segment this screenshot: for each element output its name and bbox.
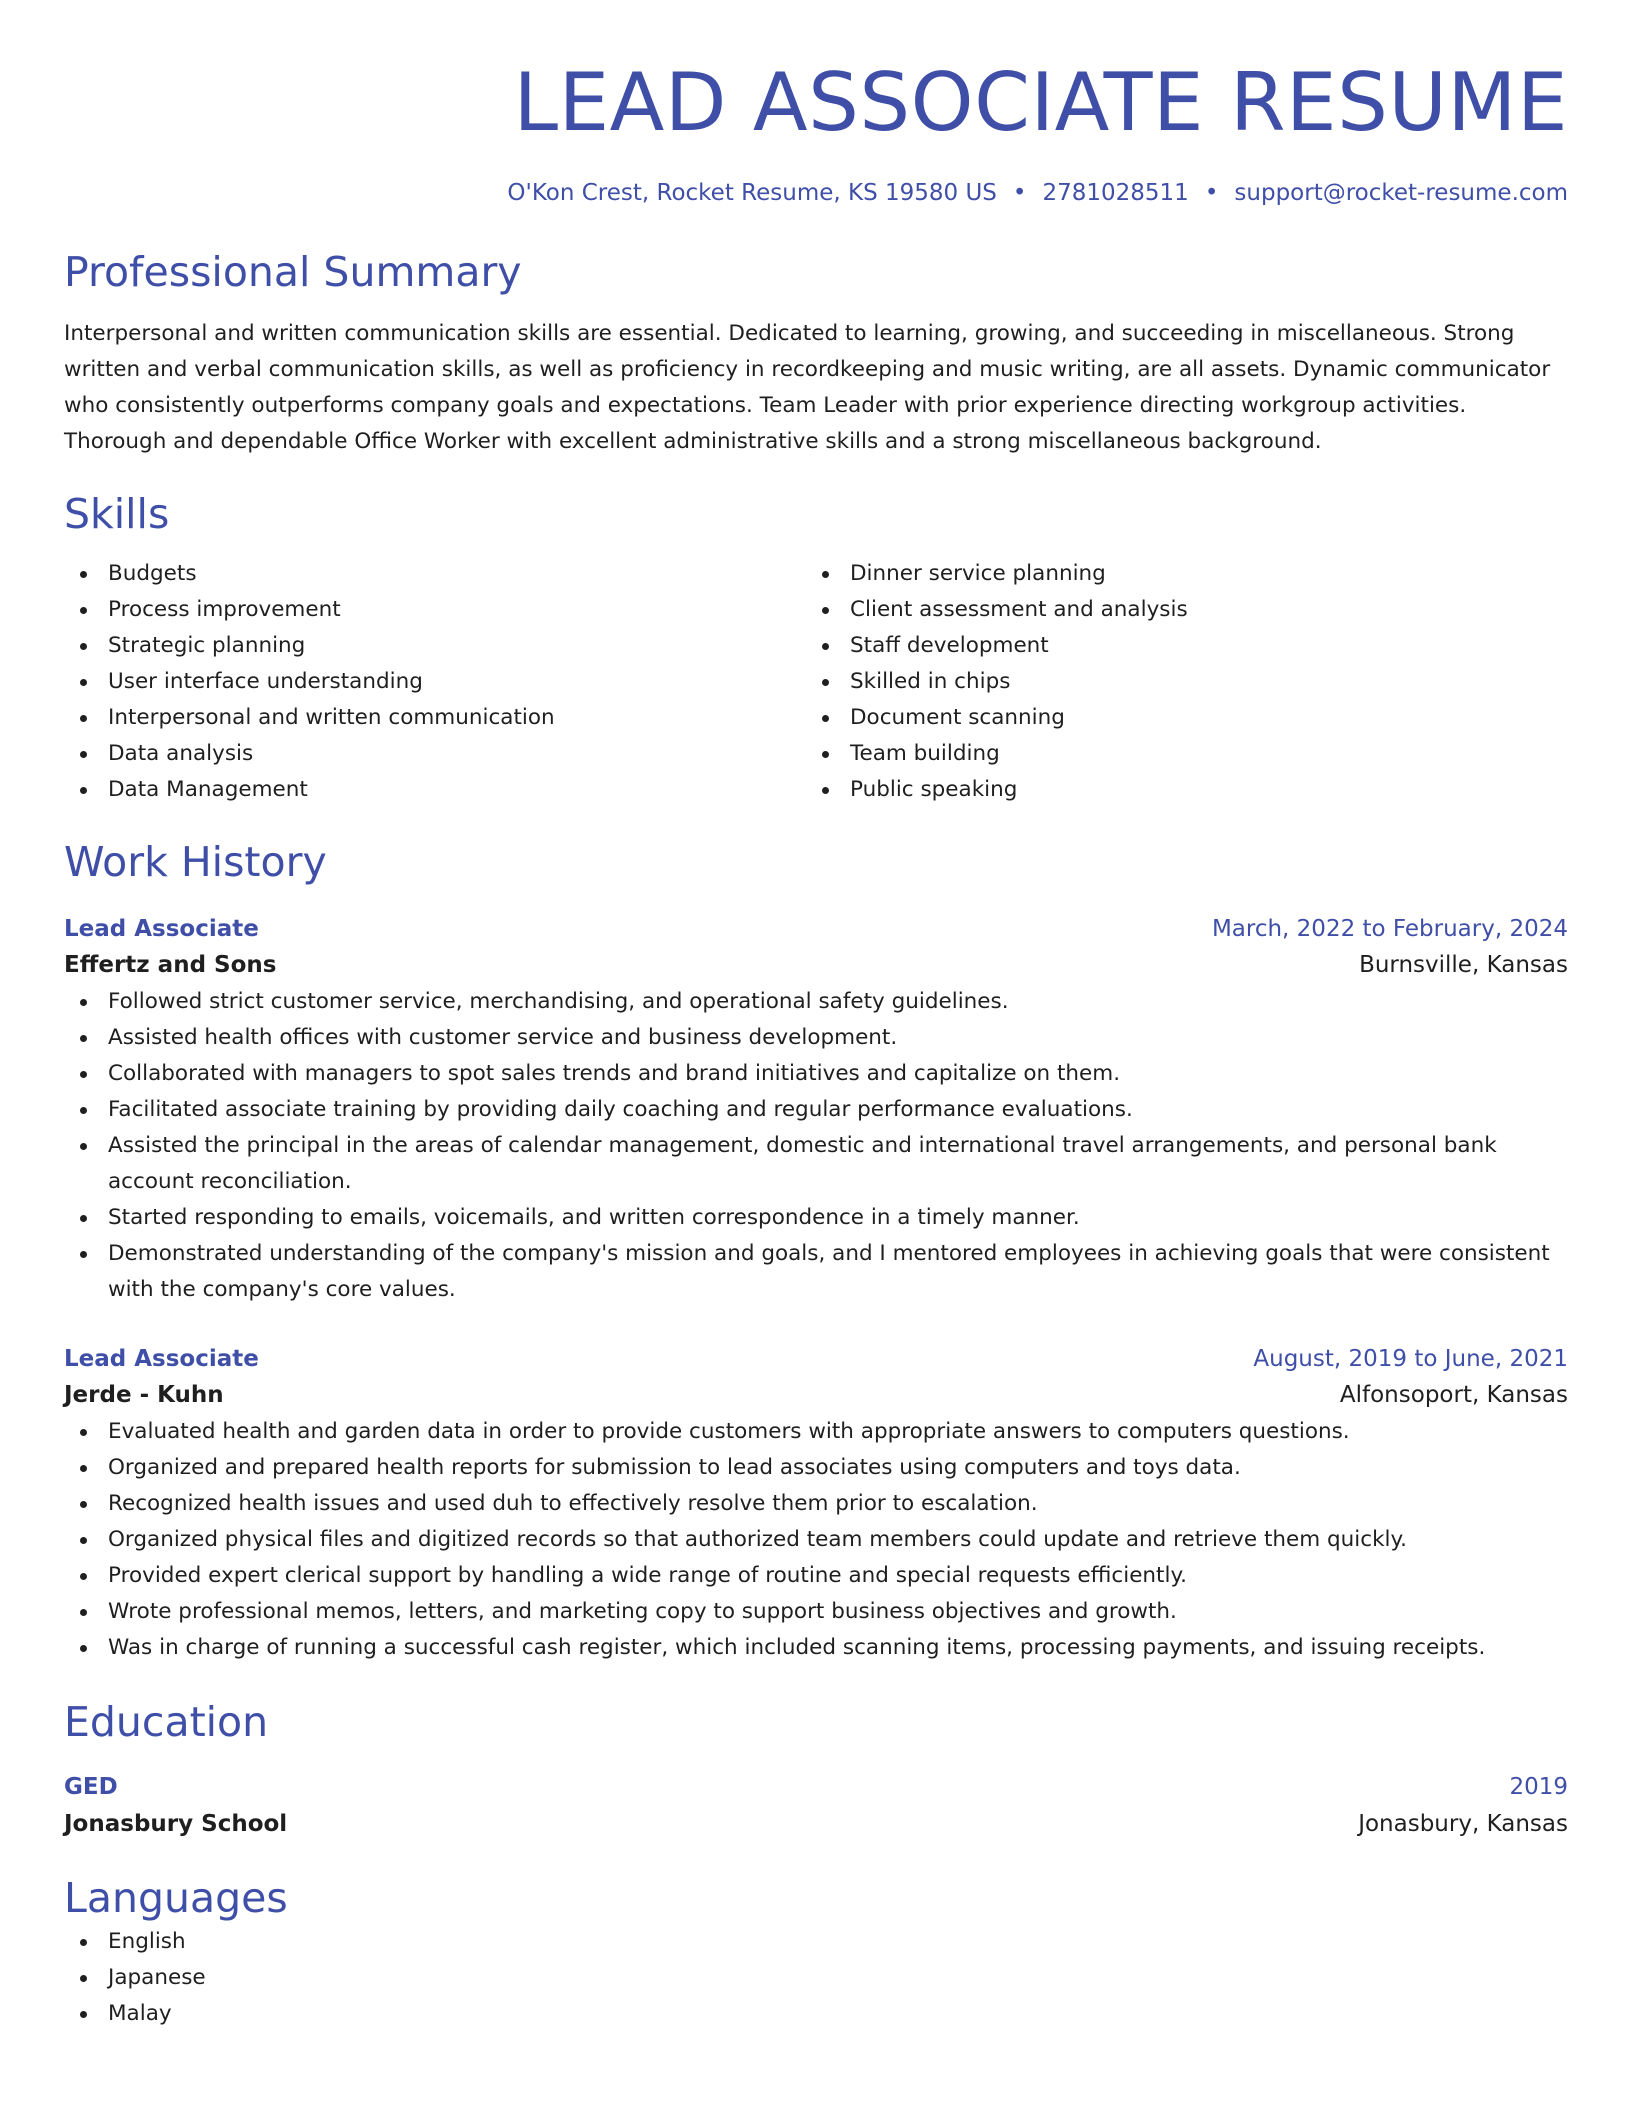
resume-title: LEAD ASSOCIATE RESUME [513, 56, 1568, 149]
resume-header [64, 0, 1568, 208]
list-item [806, 556, 1548, 592]
list-item [806, 628, 1548, 664]
bullet-dot-icon [822, 571, 829, 578]
list-item-text: Assisted the principal in the areas of calendar management, domestic and international travel arrangements, and personal bank account reconciliation. [108, 1133, 1497, 1194]
bullet-dot-icon [80, 1975, 87, 1982]
list-item [64, 1450, 1568, 1486]
bullet-dot-icon [822, 679, 829, 686]
list-item [64, 664, 806, 700]
list-item [64, 1092, 1568, 1128]
list-item-text: Organized and prepared health reports for submission to lead associates using computers and toys data. [108, 1455, 1241, 1480]
list-item-text: Data analysis [108, 741, 254, 766]
contact-address: O'Kon Crest, Rocket Resume, KS 19580 US [507, 180, 997, 206]
list-item [806, 700, 1548, 736]
bullet-dot-icon [80, 1537, 87, 1544]
education-year: 2019 [1509, 1774, 1568, 1800]
list-item [64, 1996, 1568, 2032]
bullet-dot-icon [80, 715, 87, 722]
job-dates: August, 2019 to June, 2021 [1253, 1346, 1568, 1372]
list-item-text: Skilled in chips [850, 669, 1011, 694]
list-item-text: Document scanning [850, 705, 1065, 730]
bullet-dot-icon [80, 679, 87, 686]
job-company: Effertz and Sons [64, 952, 277, 978]
bullet-dot-icon [80, 2011, 87, 2018]
list-item [64, 1558, 1568, 1594]
list-item-text: Strategic planning [108, 633, 306, 658]
work-history-heading: Work History [64, 838, 327, 886]
job-role: Lead Associate [64, 1346, 259, 1372]
bullet-dot-icon [80, 1035, 87, 1042]
list-item-text: Budgets [108, 561, 197, 586]
skills-heading: Skills [64, 490, 170, 538]
list-item [64, 984, 1568, 1020]
bullet-dot-icon [80, 787, 87, 794]
list-item [64, 1960, 1568, 1996]
list-item-text: Team building [850, 741, 1000, 766]
bullet-dot-icon [80, 1143, 87, 1150]
bullet-dot-icon [80, 607, 87, 614]
list-item [64, 700, 806, 736]
bullet-dot-icon [822, 751, 829, 758]
list-item-text: User interface understanding [108, 669, 423, 694]
job-dates: March, 2022 to February, 2024 [1211, 916, 1568, 942]
list-item [64, 628, 806, 664]
bullet-dot-icon [80, 571, 87, 578]
list-item [806, 772, 1548, 808]
list-item [64, 1486, 1568, 1522]
education-degree: GED [64, 1774, 118, 1800]
list-item-text: Was in charge of running a successful cash register, which included scanning items, processing payments, and issuing receipts. [108, 1635, 1486, 1660]
bullet-dot-icon [80, 1645, 87, 1652]
list-item-text: Process improvement [108, 597, 341, 622]
list-item-text: Interpersonal and written communication [108, 705, 555, 730]
bullet-dot-icon [822, 607, 829, 614]
job-entry [64, 1342, 1568, 1666]
list-item-text: Demonstrated understanding of the company's mission and goals, and I mentored employees in achieving goals that were consistent with the company's core values. [108, 1241, 1550, 1302]
job-company: Jerde - Kuhn [64, 1382, 224, 1408]
job-duties-list [64, 1414, 1568, 1666]
job-duties-list [64, 984, 1568, 1308]
job-company-row [64, 1376, 1568, 1414]
list-item [64, 1200, 1568, 1236]
list-item [806, 736, 1548, 772]
skills-list-right [806, 556, 1548, 808]
list-item [64, 1020, 1568, 1056]
list-item-text: Organized physical files and digitized records so that authorized team members could update and retrieve them quickly. [108, 1527, 1407, 1552]
bullet-dot-icon [80, 1429, 87, 1436]
list-item-text: Facilitated associate training by providing daily coaching and regular performance evaluations. [108, 1097, 1133, 1122]
list-item-text: Staff development [850, 633, 1049, 658]
list-item [64, 592, 806, 628]
list-item [64, 1924, 1568, 1960]
bullet-dot-icon [80, 1107, 87, 1114]
summary-text: Interpersonal and written communication skills are essential. Dedicated to learning, growing, and succeeding in miscellaneous. Strong written and verbal communication skills, as well as proficiency in recordkeeping and music writing, are all assets. Dynamic communicator who consistently outperforms company goals and expectations. Team Leader with prior experience directing workgroup activities. Thorough and dependable Office Worker with excellent administrative skills and a strong miscellaneous background. [64, 321, 1551, 454]
list-item-text: Malay [108, 2001, 172, 2026]
bullet-dot-icon [80, 999, 87, 1006]
job-header-row [64, 1342, 1568, 1376]
bullet-dot-icon [822, 787, 829, 794]
job-location: Alfonsoport, Kansas [1339, 1382, 1568, 1408]
contact-separator: • [1204, 180, 1219, 206]
list-item [64, 772, 806, 808]
bullet-dot-icon [80, 1939, 87, 1946]
list-item [64, 1236, 1568, 1308]
list-item [64, 1594, 1568, 1630]
education-school-row [64, 1804, 1568, 1844]
list-item-text: Dinner service planning [850, 561, 1106, 586]
education-location: Jonasbury, Kansas [1358, 1811, 1568, 1837]
contact-line [64, 178, 1568, 208]
job-header-row [64, 912, 1568, 946]
list-item [64, 1056, 1568, 1092]
bullet-dot-icon [80, 643, 87, 650]
bullet-dot-icon [80, 1465, 87, 1472]
list-item-text: Japanese [108, 1965, 206, 1990]
bullet-dot-icon [80, 1501, 87, 1508]
list-item-text: Assisted health offices with customer service and business development. [108, 1025, 898, 1050]
bullet-dot-icon [80, 1573, 87, 1580]
list-item-text: Evaluated health and garden data in order to provide customers with appropriate answers to computers questions. [108, 1419, 1350, 1444]
contact-separator: • [1012, 180, 1027, 206]
list-item-text: English [108, 1929, 186, 1954]
bullet-dot-icon [80, 1071, 87, 1078]
list-item-text: Collaborated with managers to spot sales trends and brand initiatives and capitalize on them. [108, 1061, 1121, 1086]
job-company-row [64, 946, 1568, 984]
bullet-dot-icon [822, 643, 829, 650]
bullet-dot-icon [822, 715, 829, 722]
bullet-dot-icon [80, 1215, 87, 1222]
list-item-text: Wrote professional memos, letters, and marketing copy to support business objectives and growth. [108, 1599, 1177, 1624]
contact-phone: 2781028511 [1042, 180, 1189, 206]
bullet-dot-icon [80, 1251, 87, 1258]
bullet-dot-icon [80, 1609, 87, 1616]
list-item [64, 1128, 1568, 1200]
job-location: Burnsville, Kansas [1359, 952, 1568, 978]
list-item [806, 664, 1548, 700]
list-item-text: Public speaking [850, 777, 1018, 802]
list-item [64, 1414, 1568, 1450]
list-item-text: Client assessment and analysis [850, 597, 1188, 622]
list-item [64, 556, 806, 592]
skills-list-left [64, 556, 806, 808]
list-item-text: Recognized health issues and used duh to effectively resolve them prior to escalation. [108, 1491, 1038, 1516]
languages-heading: Languages [64, 1874, 288, 1922]
list-item-text: Followed strict customer service, merchandising, and operational safety guidelines. [108, 989, 1009, 1014]
list-item-text: Provided expert clerical support by handling a wide range of routine and special requests efficiently. [108, 1563, 1187, 1588]
education-entry [64, 1770, 1568, 1844]
list-item [806, 592, 1548, 628]
contact-email[interactable]: support@rocket-resume.com [1234, 180, 1568, 206]
job-entry [64, 912, 1568, 1308]
list-item [64, 736, 806, 772]
job-role: Lead Associate [64, 916, 259, 942]
list-item [64, 1630, 1568, 1666]
bullet-dot-icon [80, 751, 87, 758]
education-degree-row [64, 1770, 1568, 1804]
languages-list [64, 1924, 1568, 2032]
education-heading: Education [64, 1698, 269, 1746]
education-school: Jonasbury School [64, 1811, 288, 1837]
summary-heading: Professional Summary [64, 248, 522, 296]
skills-grid [64, 556, 1568, 808]
list-item-text: Started responding to emails, voicemails, and written correspondence in a timely manner. [108, 1205, 1080, 1230]
list-item-text: Data Management [108, 777, 308, 802]
list-item [64, 1522, 1568, 1558]
